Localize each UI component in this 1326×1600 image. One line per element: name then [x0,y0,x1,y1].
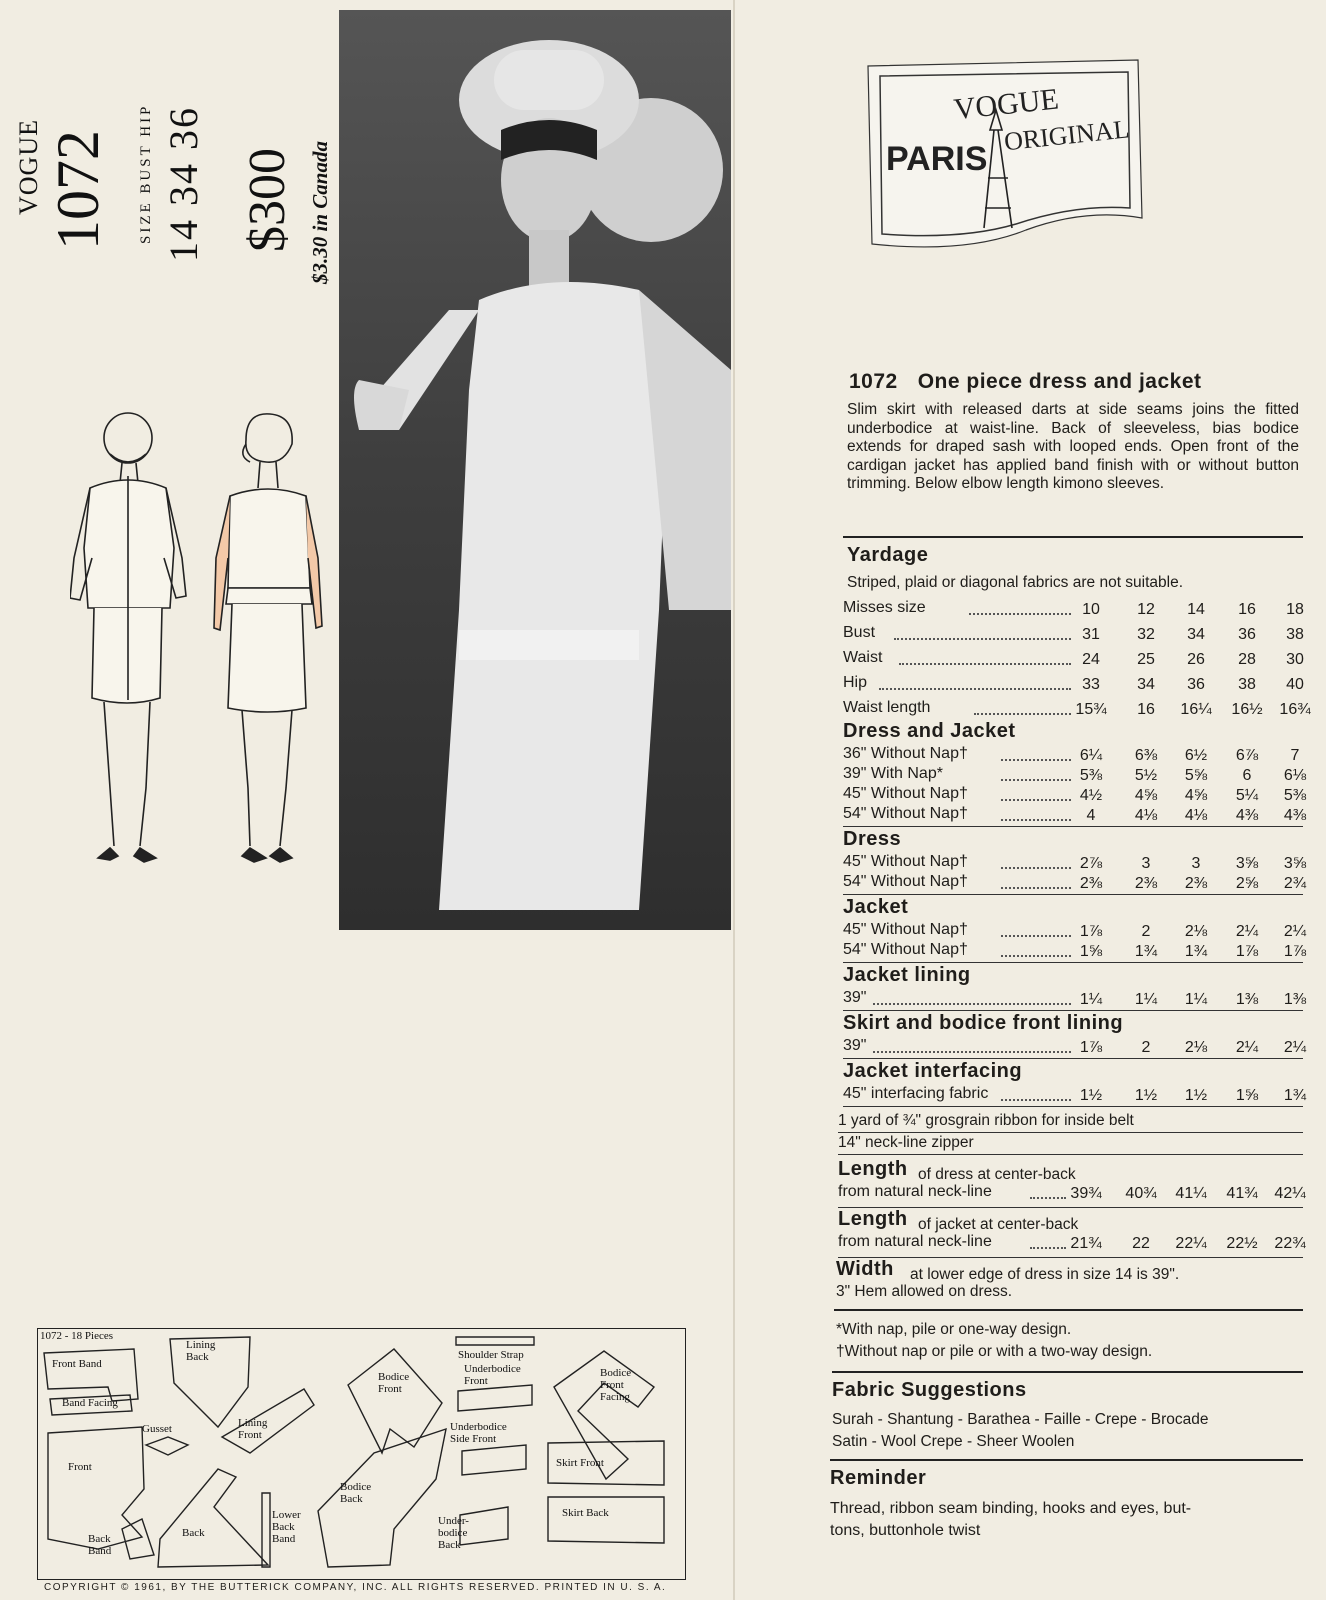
row-value: 1⅜ [1235,991,1259,1008]
yardage-row [843,1085,1307,1107]
label-vogue: VOGUE [952,82,1061,127]
row-value: 4½ [1079,787,1103,804]
yardage-row [843,989,1307,1011]
brand-name: VOGUE [14,119,43,215]
section-rule [843,826,1303,827]
divider [832,1371,1303,1373]
fabric-heading: Fabric Suggestions [832,1379,1027,1401]
row-value: 1¾ [1184,943,1208,960]
row-value: 32 [1137,626,1155,643]
row-value: 16 [1238,601,1256,618]
reminder-heading: Reminder [830,1467,927,1489]
yardage-row [843,745,1303,767]
row-label: 45" Without Nap† [843,853,968,870]
pattern-title [849,370,1202,394]
row-value: 6½ [1184,747,1208,764]
row-value: 2⅜ [1184,875,1208,892]
piece-label: Band Facing [62,1397,118,1409]
row-value: 36 [1187,676,1205,693]
piece-label: Front [68,1461,92,1473]
row-value: 5½ [1134,767,1158,784]
row-value: 15¾ [1075,701,1107,718]
hem-note: 3" Hem allowed on dress. [836,1283,1013,1300]
pattern-number: 1072 [45,130,111,250]
row-value: 18 [1286,601,1304,618]
row-value: 22 [1132,1235,1150,1252]
piece-label: Lower Back Band [272,1509,301,1545]
section-rule [843,1010,1303,1011]
leader-dots [1001,873,1071,889]
row-value: 1½ [1134,1087,1158,1104]
reminder-line: tons, buttonhole twist [830,1522,981,1539]
section-heading: Jacket lining [843,964,971,986]
piece-label: Skirt Front [556,1457,604,1469]
fabric-line: Surah - Shantung - Barathea - Faille - Crepe - Brocade [832,1411,1209,1428]
row-value: 38 [1238,676,1256,693]
leader-dots [873,989,1071,1005]
length-rule [838,1257,1303,1258]
row-value: 2¼ [1283,923,1307,940]
section-rule [843,1058,1303,1059]
row-value: 14 [1187,601,1205,618]
row-label: Bust [843,624,876,641]
piece-label: Bodice Back [340,1481,372,1505]
row-value: 10 [1082,601,1100,618]
piece-label: Back Band [88,1533,112,1557]
row-value: 4 [1086,807,1096,824]
width-heading: Width [836,1258,894,1280]
row-value: 1½ [1184,1087,1208,1104]
piece-label: Back [182,1527,205,1539]
title-name: One piece dress and jacket [917,370,1202,393]
piece-label: Lining Back [186,1339,216,1363]
row-value: 41¾ [1226,1185,1258,1202]
yardage-row [843,649,1303,671]
row-label: from natural neck-line [838,1233,992,1250]
row-value: 1¼ [1079,991,1103,1008]
page-fold [733,0,735,1600]
row-value: 34 [1137,676,1155,693]
leader-dots [1001,941,1071,957]
section-rule [843,962,1303,963]
leader-dots [1001,921,1071,937]
row-value: 2¾ [1283,875,1307,892]
yardage-row [843,785,1307,807]
row-value: 5⅜ [1283,787,1307,804]
pieces-title: 1072 - 18 Pieces [40,1330,114,1342]
row-value: 2⅝ [1235,875,1259,892]
leader-dots [873,1037,1071,1053]
leader-dots [1030,1183,1066,1199]
row-value: 5⅝ [1184,767,1208,784]
leader-dots [879,674,1071,690]
yardage-row [843,873,1307,895]
row-value: 21¾ [1070,1235,1102,1252]
row-value: 4⅝ [1184,787,1208,804]
row-value: 4⅝ [1134,787,1158,804]
pattern-pieces-diagram [37,1328,686,1580]
piece-label: Shoulder Strap [458,1349,524,1361]
leader-dots [1030,1233,1066,1249]
row-value: 2 [1141,1039,1151,1056]
yardage-heading: Yardage [847,544,929,566]
row-value: 4⅜ [1235,807,1259,824]
row-value: 31 [1082,626,1100,643]
leader-dots [894,624,1071,640]
piece-label: Bodice Front Facing [600,1367,632,1403]
yardage-row [843,941,1307,963]
row-value: 1⅞ [1283,943,1307,960]
length-jacket-heading: Length [838,1208,908,1230]
row-value: 1⅞ [1079,1039,1103,1056]
row-value: 1⅞ [1079,923,1103,940]
row-value: 12 [1137,601,1155,618]
row-label: Hip [843,674,868,691]
row-value: 26 [1187,651,1205,668]
row-value: 16¾ [1279,701,1311,718]
row-label: 54" Without Nap† [843,873,968,890]
row-label: Waist [843,649,883,666]
label-original: ORIGINAL [1002,114,1131,157]
row-value: 22½ [1226,1235,1258,1252]
row-label: Misses size [843,599,926,616]
row-value: 1¾ [1283,1087,1307,1104]
row-value: 3⅝ [1283,855,1307,872]
piece-label: Front Band [52,1358,102,1370]
yardage-row [843,805,1307,827]
row-label: 45" Without Nap† [843,785,968,802]
row-value: 6⅞ [1235,747,1259,764]
row-value: 33 [1082,676,1100,693]
piece-label: Skirt Back [562,1507,609,1519]
section-heading: Dress and Jacket [843,720,1016,742]
row-value: 2¼ [1235,923,1259,940]
leader-dots [1001,1085,1071,1101]
footnote: *With nap, pile or one-way design. [836,1321,1072,1338]
label-paris: PARIS [886,140,988,178]
yardage-row [843,699,1311,721]
row-value: 39¾ [1070,1185,1102,1202]
row-value: 1½ [1079,1087,1103,1104]
row-label: 54" Without Nap† [843,805,968,822]
row-value: 1¼ [1184,991,1208,1008]
row-value: 5¼ [1235,787,1259,804]
yardage-row [843,1037,1307,1059]
size-values: 14 34 36 [161,106,206,262]
yardage-note: Striped, plaid or diagonal fabrics are not suitable. [847,574,1184,591]
row-value: 6⅜ [1134,747,1158,764]
row-label: from natural neck-line [838,1183,992,1200]
row-value: 1¾ [1134,943,1158,960]
leader-dots [1001,745,1071,761]
row-label: 45" Without Nap† [843,921,968,938]
yardage-row [843,599,1303,621]
fabric-line: Satin - Wool Crepe - Sheer Woolen [832,1433,1075,1450]
notion-item: 14" neck-line zipper [838,1134,974,1151]
price-canada: $3.30 in Canada [308,141,332,284]
notion-item: 1 yard of ¾" grosgrain ribbon for inside belt [838,1112,1134,1129]
row-value: 36 [1238,626,1256,643]
section-heading: Jacket [843,896,909,918]
piece-label: Bodice Front [378,1371,410,1395]
model-photo [339,10,731,930]
paris-original-label [866,58,1146,263]
row-value: 2⅛ [1184,923,1208,940]
row-value: 3 [1191,855,1201,872]
row-value: 42¼ [1274,1185,1306,1202]
notion-rule [838,1154,1303,1155]
section-heading: Dress [843,828,902,850]
section-heading: Jacket interfacing [843,1060,1023,1082]
leader-dots [899,649,1071,665]
row-value: 2⅞ [1079,855,1103,872]
row-label: 36" Without Nap† [843,745,968,762]
row-value: 22¾ [1274,1235,1306,1252]
row-value: 7 [1290,747,1300,764]
leader-dots [1001,785,1071,801]
length-jacket-text: of jacket at center-back [918,1216,1079,1233]
leader-dots [1001,765,1071,781]
row-label: 54" Without Nap† [843,941,968,958]
row-value: 2⅜ [1079,875,1103,892]
size-label: SIZE BUST HIP [138,103,154,244]
yardage-row [843,853,1307,875]
piece-label: Under-bodice Back [438,1515,469,1551]
row-value: 2 [1141,923,1151,940]
row-value: 1¼ [1134,991,1158,1008]
leader-dots [1001,853,1071,869]
piece-label: Underbodice Side Front [450,1421,507,1445]
piece-label: Lining Front [238,1417,268,1441]
title-number: 1072 [849,370,898,393]
reminder-line: Thread, ribbon seam binding, hooks and eyes, but- [830,1500,1192,1517]
row-value: 4⅜ [1283,807,1307,824]
row-value: 3 [1141,855,1151,872]
row-label: 39" [843,989,867,1006]
row-label: 45" interfacing fabric [843,1085,989,1102]
leader-dots [969,599,1071,615]
row-value: 2¼ [1283,1039,1307,1056]
footnote: †Without nap or pile or with a two-way design. [836,1343,1153,1360]
row-value: 1⅝ [1079,943,1103,960]
yardage-row [843,765,1307,787]
piece-label: Gusset [142,1423,172,1435]
row-value: 6⅛ [1283,767,1307,784]
row-value: 22¼ [1175,1235,1207,1252]
row-value: 2⅜ [1134,875,1158,892]
row-value: 2¼ [1235,1039,1259,1056]
notion-rule [838,1132,1303,1133]
length-jacket-row [838,1233,1306,1255]
price: $300 [239,148,296,252]
row-label: 39" With Nap* [843,765,943,782]
row-value: 2⅛ [1184,1039,1208,1056]
pieces-outlines [38,1329,685,1579]
length-dress-heading: Length [838,1158,908,1180]
piece-label: Underbodice Front [464,1363,521,1387]
section-rule [843,1106,1303,1107]
row-value: 24 [1082,651,1100,668]
pattern-description: Slim skirt with released darts at side seams joins the fitted underbodice at waist-line. Back of sleeveless, bias bodice extends for draped sash with looped ends. Open front of the cardigan jacket has applied band finish with or without button trimming. Below elbow length kimono sleeves. [847,401,1299,492]
copyright-notice: COPYRIGHT © 1961, BY THE BUTTERICK COMPANY, INC. ALL RIGHTS RESERVED. PRINTED IN U. S. A. [44,1582,667,1593]
row-value: 4⅛ [1184,807,1208,824]
row-value: 41¼ [1175,1185,1207,1202]
length-rule [838,1207,1303,1208]
row-value: 6¼ [1079,747,1103,764]
yardage-row [843,674,1303,696]
row-value: 3⅝ [1235,855,1259,872]
row-value: 34 [1187,626,1205,643]
row-value: 40¾ [1125,1185,1157,1202]
row-value: 5⅜ [1079,767,1103,784]
row-value: 38 [1286,626,1304,643]
row-value: 28 [1238,651,1256,668]
row-value: 1⅞ [1235,943,1259,960]
row-value: 16¼ [1180,701,1212,718]
row-value: 16 [1137,701,1155,718]
row-label: 39" [843,1037,867,1054]
back-view-sketch [70,408,340,928]
row-value: 16½ [1231,701,1263,718]
section-heading: Skirt and bodice front lining [843,1012,1124,1034]
yardage-row [843,624,1303,646]
divider [830,1459,1303,1461]
row-value: 40 [1286,676,1304,693]
width-text: at lower edge of dress in size 14 is 39". [910,1266,1180,1283]
section-rule [843,894,1303,895]
row-label: Waist length [843,699,931,716]
leader-dots [974,699,1071,715]
length-dress-row [838,1183,1306,1205]
row-value: 30 [1286,651,1304,668]
row-value: 6 [1242,767,1252,784]
row-value: 4⅛ [1134,807,1158,824]
row-value: 25 [1137,651,1155,668]
divider [834,1309,1303,1311]
row-value: 1⅝ [1235,1087,1259,1104]
leader-dots [1001,805,1071,821]
row-value: 1⅜ [1283,991,1307,1008]
yardage-row [843,921,1307,943]
length-dress-text: of dress at center-back [918,1166,1076,1183]
divider [843,536,1303,538]
